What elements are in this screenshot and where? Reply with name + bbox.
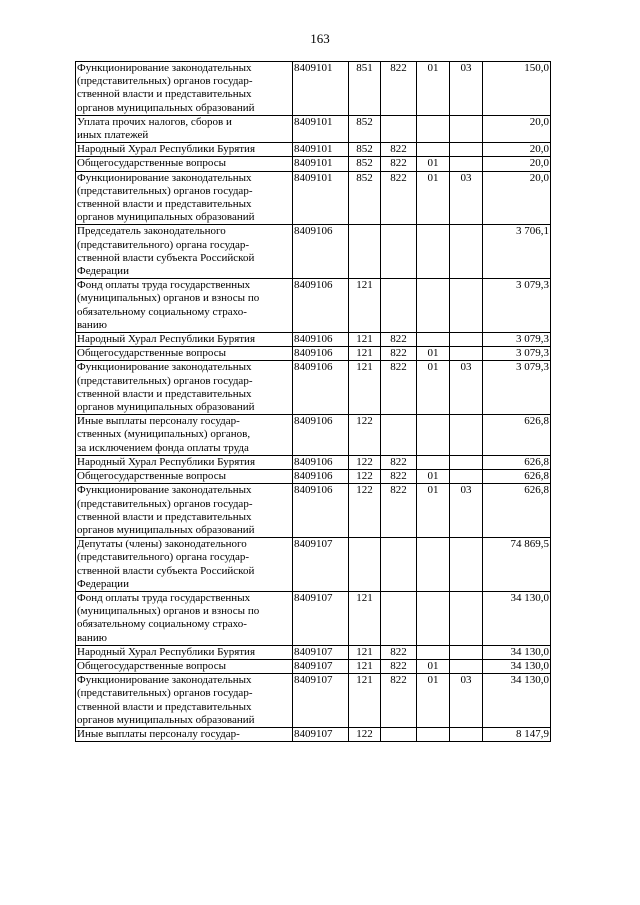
row-name-cell: Депутаты (члены) законодательного (представительного) органа государ- ственной власти субъекта Российской Федерации xyxy=(76,538,293,592)
row-name-cell: Функционирование законодательных (представительных) органов государ- ственной власти и представительных органов муниципальных образований xyxy=(76,62,293,116)
administrator-cell: 822 xyxy=(381,361,417,415)
expense-type-cell: 121 xyxy=(349,279,381,333)
expense-type-cell: 122 xyxy=(349,470,381,484)
row-name-cell: Фонд оплаты труда государственных (муниципальных) органов и взносы по обязательному социальному страхо- ванию xyxy=(76,591,293,645)
target-code-cell: 8409107 xyxy=(293,674,349,728)
expense-type-cell: 122 xyxy=(349,484,381,538)
expense-type-cell: 852 xyxy=(349,157,381,171)
page-number: 163 xyxy=(310,31,330,46)
target-code-cell: 8409106 xyxy=(293,333,349,347)
administrator-cell xyxy=(381,279,417,333)
row-name-cell: Председатель законодательного (представительного) органа государ- ственной власти субъекта Российской Федерации xyxy=(76,225,293,279)
table-row xyxy=(76,171,551,225)
expense-type-cell: 122 xyxy=(349,727,381,741)
table-row xyxy=(76,727,551,741)
subsection-cell xyxy=(450,157,483,171)
administrator-cell: 822 xyxy=(381,484,417,538)
subsection-cell xyxy=(450,415,483,456)
expense-type-cell: 851 xyxy=(349,62,381,116)
expense-type-cell: 852 xyxy=(349,143,381,157)
table-row xyxy=(76,279,551,333)
amount-cell: 20,0 xyxy=(483,171,551,225)
subsection-cell xyxy=(450,115,483,142)
amount-cell: 34 130,0 xyxy=(483,645,551,659)
section-cell xyxy=(417,455,450,469)
amount-cell: 626,8 xyxy=(483,484,551,538)
administrator-cell xyxy=(381,538,417,592)
section-cell xyxy=(417,415,450,456)
expense-type-cell: 121 xyxy=(349,674,381,728)
table-row xyxy=(76,333,551,347)
amount-cell: 34 130,0 xyxy=(483,674,551,728)
subsection-cell xyxy=(450,659,483,673)
subsection-cell xyxy=(450,347,483,361)
table-row xyxy=(76,484,551,538)
table-row xyxy=(76,455,551,469)
budget-table xyxy=(75,61,551,742)
subsection-cell xyxy=(450,591,483,645)
table-row xyxy=(76,415,551,456)
target-code-cell: 8409107 xyxy=(293,591,349,645)
amount-cell: 150,0 xyxy=(483,62,551,116)
subsection-cell: 03 xyxy=(450,171,483,225)
administrator-cell: 822 xyxy=(381,659,417,673)
target-code-cell: 8409101 xyxy=(293,157,349,171)
expense-type-cell: 852 xyxy=(349,115,381,142)
target-code-cell: 8409101 xyxy=(293,115,349,142)
target-code-cell: 8409106 xyxy=(293,225,349,279)
target-code-cell: 8409107 xyxy=(293,645,349,659)
amount-cell: 626,8 xyxy=(483,415,551,456)
table-row xyxy=(76,645,551,659)
subsection-cell xyxy=(450,470,483,484)
row-name-cell: Народный Хурал Республики Бурятия xyxy=(76,455,293,469)
expense-type-cell: 121 xyxy=(349,361,381,415)
section-cell: 01 xyxy=(417,171,450,225)
administrator-cell: 822 xyxy=(381,333,417,347)
section-cell: 01 xyxy=(417,157,450,171)
administrator-cell xyxy=(381,591,417,645)
section-cell xyxy=(417,225,450,279)
expense-type-cell: 121 xyxy=(349,591,381,645)
expense-type-cell: 121 xyxy=(349,659,381,673)
target-code-cell: 8409106 xyxy=(293,415,349,456)
table-row xyxy=(76,591,551,645)
target-code-cell: 8409106 xyxy=(293,279,349,333)
target-code-cell: 8409107 xyxy=(293,727,349,741)
amount-cell: 20,0 xyxy=(483,157,551,171)
section-cell: 01 xyxy=(417,347,450,361)
administrator-cell: 822 xyxy=(381,347,417,361)
row-name-cell: Общегосударственные вопросы xyxy=(76,347,293,361)
row-name-cell: Фонд оплаты труда государственных (муниципальных) органов и взносы по обязательному социальному страхо- ванию xyxy=(76,279,293,333)
row-name-cell: Народный Хурал Республики Бурятия xyxy=(76,645,293,659)
row-name-cell: Общегосударственные вопросы xyxy=(76,470,293,484)
amount-cell: 3 706,1 xyxy=(483,225,551,279)
table-row xyxy=(76,674,551,728)
expense-type-cell xyxy=(349,225,381,279)
administrator-cell: 822 xyxy=(381,674,417,728)
subsection-cell: 03 xyxy=(450,361,483,415)
row-name-cell: Иные выплаты персоналу государ- xyxy=(76,727,293,741)
expense-type-cell: 122 xyxy=(349,415,381,456)
amount-cell: 20,0 xyxy=(483,115,551,142)
administrator-cell: 822 xyxy=(381,455,417,469)
subsection-cell: 03 xyxy=(450,484,483,538)
target-code-cell: 8409107 xyxy=(293,659,349,673)
row-name-cell: Иные выплаты персоналу государ- ственных (муниципальных) органов, за исключением фонда оплаты труда xyxy=(76,415,293,456)
table-row xyxy=(76,225,551,279)
target-code-cell: 8409107 xyxy=(293,538,349,592)
section-cell xyxy=(417,115,450,142)
amount-cell: 626,8 xyxy=(483,470,551,484)
administrator-cell xyxy=(381,225,417,279)
administrator-cell: 822 xyxy=(381,171,417,225)
administrator-cell: 822 xyxy=(381,470,417,484)
amount-cell: 34 130,0 xyxy=(483,591,551,645)
administrator-cell: 822 xyxy=(381,143,417,157)
expense-type-cell: 121 xyxy=(349,333,381,347)
administrator-cell: 822 xyxy=(381,62,417,116)
amount-cell: 20,0 xyxy=(483,143,551,157)
table-row xyxy=(76,470,551,484)
row-name-cell: Уплата прочих налогов, сборов и иных платежей xyxy=(76,115,293,142)
amount-cell: 3 079,3 xyxy=(483,333,551,347)
subsection-cell xyxy=(450,455,483,469)
expense-type-cell: 121 xyxy=(349,645,381,659)
amount-cell: 34 130,0 xyxy=(483,659,551,673)
subsection-cell xyxy=(450,645,483,659)
amount-cell: 3 079,3 xyxy=(483,347,551,361)
row-name-cell: Общегосударственные вопросы xyxy=(76,157,293,171)
section-cell: 01 xyxy=(417,659,450,673)
row-name-cell: Функционирование законодательных (представительных) органов государ- ственной власти и представительных органов муниципальных образований xyxy=(76,484,293,538)
administrator-cell xyxy=(381,415,417,456)
section-cell: 01 xyxy=(417,470,450,484)
target-code-cell: 8409106 xyxy=(293,470,349,484)
administrator-cell xyxy=(381,115,417,142)
amount-cell: 626,8 xyxy=(483,455,551,469)
section-cell xyxy=(417,645,450,659)
amount-cell: 74 869,5 xyxy=(483,538,551,592)
subsection-cell xyxy=(450,143,483,157)
section-cell: 01 xyxy=(417,484,450,538)
subsection-cell xyxy=(450,538,483,592)
section-cell: 01 xyxy=(417,674,450,728)
row-name-cell: Функционирование законодательных (представительных) органов государ- ственной власти и представительных органов муниципальных образований xyxy=(76,361,293,415)
expense-type-cell xyxy=(349,538,381,592)
subsection-cell: 03 xyxy=(450,674,483,728)
expense-type-cell: 121 xyxy=(349,347,381,361)
section-cell xyxy=(417,591,450,645)
subsection-cell xyxy=(450,279,483,333)
table-row xyxy=(76,157,551,171)
section-cell xyxy=(417,143,450,157)
table-row xyxy=(76,347,551,361)
target-code-cell: 8409106 xyxy=(293,455,349,469)
subsection-cell xyxy=(450,727,483,741)
row-name-cell: Функционирование законодательных (представительных) органов государ- ственной власти и представительных органов муниципальных образований xyxy=(76,171,293,225)
amount-cell: 3 079,3 xyxy=(483,361,551,415)
row-name-cell: Народный Хурал Республики Бурятия xyxy=(76,333,293,347)
amount-cell: 8 147,9 xyxy=(483,727,551,741)
section-cell xyxy=(417,279,450,333)
subsection-cell: 03 xyxy=(450,62,483,116)
table-row xyxy=(76,659,551,673)
table-row xyxy=(76,143,551,157)
row-name-cell: Общегосударственные вопросы xyxy=(76,659,293,673)
section-cell xyxy=(417,333,450,347)
target-code-cell: 8409101 xyxy=(293,171,349,225)
administrator-cell: 822 xyxy=(381,157,417,171)
target-code-cell: 8409101 xyxy=(293,143,349,157)
target-code-cell: 8409101 xyxy=(293,62,349,116)
table-row xyxy=(76,538,551,592)
subsection-cell xyxy=(450,225,483,279)
section-cell: 01 xyxy=(417,62,450,116)
table-row xyxy=(76,115,551,142)
expense-type-cell: 852 xyxy=(349,171,381,225)
subsection-cell xyxy=(450,333,483,347)
section-cell xyxy=(417,538,450,592)
row-name-cell: Функционирование законодательных (представительных) органов государ- ственной власти и представительных органов муниципальных образований xyxy=(76,674,293,728)
section-cell: 01 xyxy=(417,361,450,415)
amount-cell: 3 079,3 xyxy=(483,279,551,333)
expense-type-cell: 122 xyxy=(349,455,381,469)
table-row xyxy=(76,361,551,415)
administrator-cell xyxy=(381,727,417,741)
target-code-cell: 8409106 xyxy=(293,347,349,361)
table-row xyxy=(76,62,551,116)
budget-table-body xyxy=(76,62,551,742)
section-cell xyxy=(417,727,450,741)
target-code-cell: 8409106 xyxy=(293,361,349,415)
administrator-cell: 822 xyxy=(381,645,417,659)
target-code-cell: 8409106 xyxy=(293,484,349,538)
row-name-cell: Народный Хурал Республики Бурятия xyxy=(76,143,293,157)
